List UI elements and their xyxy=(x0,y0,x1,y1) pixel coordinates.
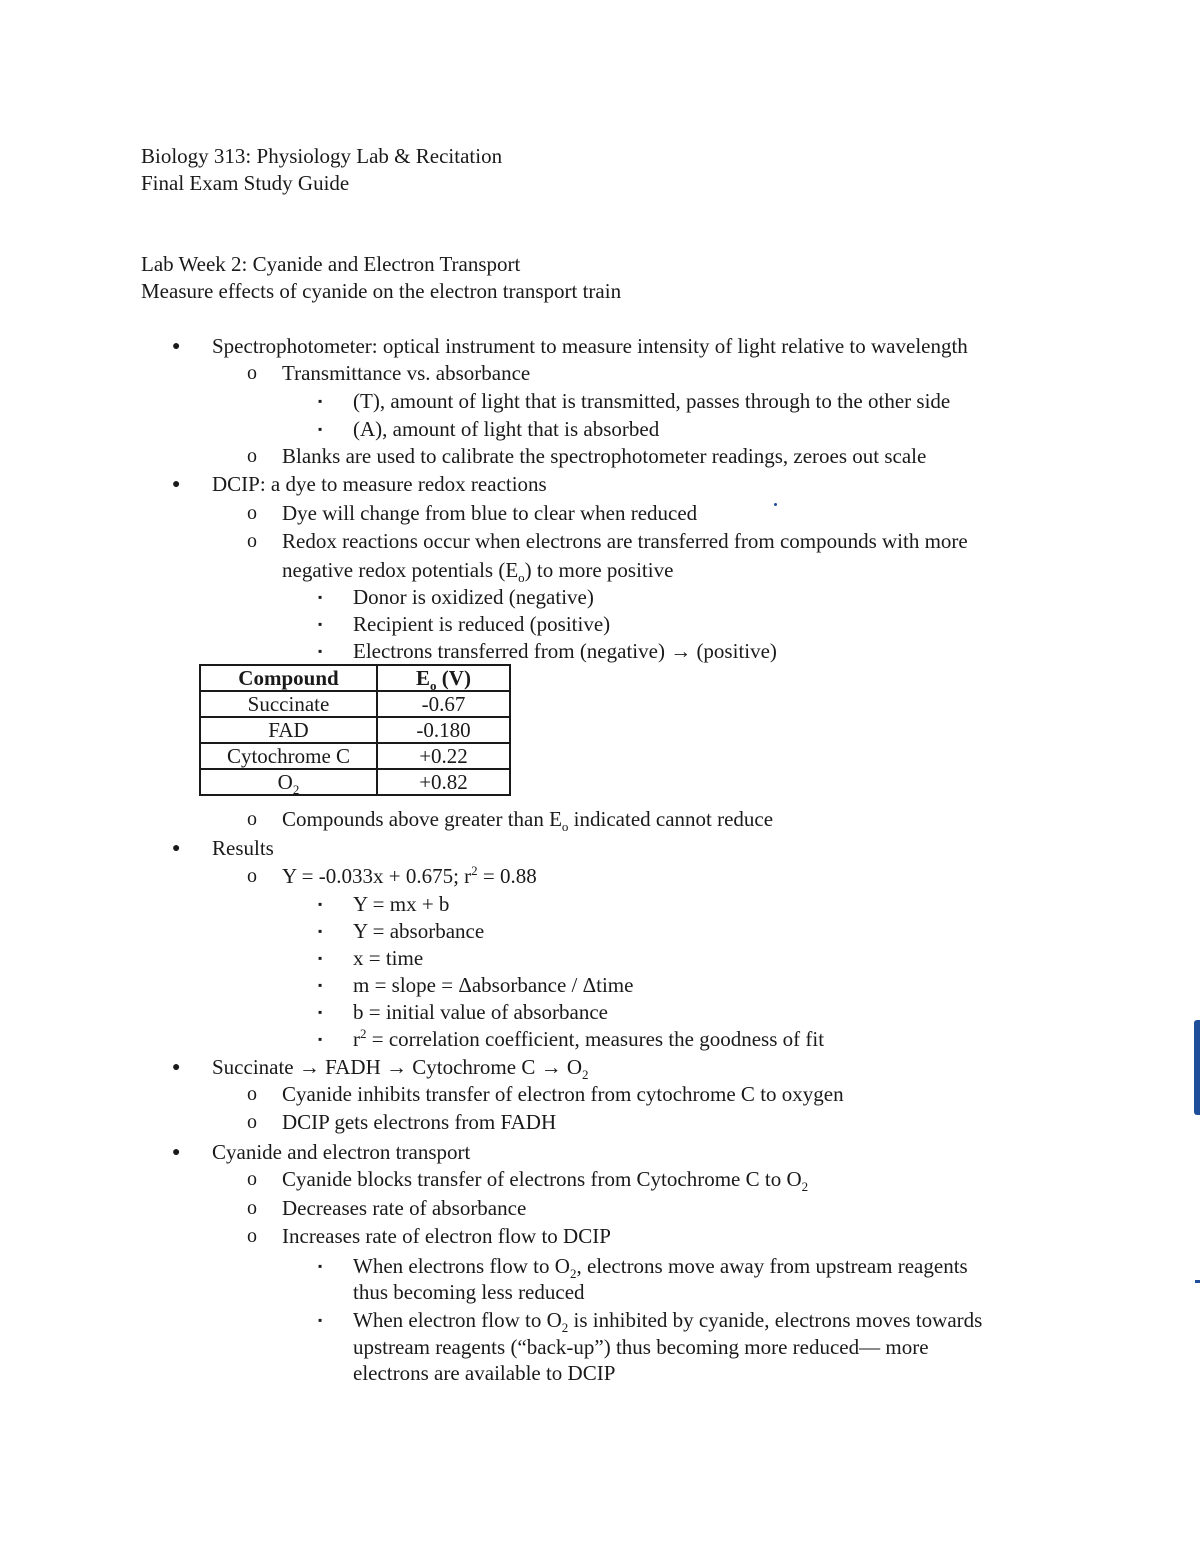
bullet-square-icon: ▪ xyxy=(318,422,323,436)
guide-title: Final Exam Study Guide xyxy=(141,171,350,195)
cyanide-sub3-b-line1: When electron flow to $O_2$ is inhibited by cyanide, electrons moves towards xyxy=(353,1308,983,1336)
bullet-square-icon: ▪ xyxy=(318,1005,323,1019)
bullet-dot-icon: ● xyxy=(172,477,181,492)
dcip-sub2-line1: Redox reactions occur when electrons are transferred from compounds with more xyxy=(282,529,968,553)
bullet-o-icon: o xyxy=(247,808,257,830)
table-cell-compound: FAD xyxy=(200,717,377,743)
table-row xyxy=(200,717,510,743)
bullet-o-icon: o xyxy=(247,1168,257,1190)
bullet-dot-icon: ● xyxy=(172,1145,181,1160)
bullet-square-icon: ▪ xyxy=(318,924,323,938)
bullet-square-icon: ▪ xyxy=(318,1259,323,1273)
spectro-sub1-b: (A), amount of light that is absorbed xyxy=(353,417,660,441)
bullet-square-icon: ▪ xyxy=(318,1032,323,1046)
bullet-dot-icon: ● xyxy=(172,339,181,354)
table-cell-value: +0.82 xyxy=(377,769,510,795)
section-subtitle: Measure effects of cyanide on the electron transport train xyxy=(141,279,622,303)
bullet-square-icon: ▪ xyxy=(318,897,323,911)
dcip-sub2-c: Electrons transferred from (negative) → (positive) xyxy=(353,639,777,663)
bullet-dot-icon: ● xyxy=(172,841,181,856)
bullet-square-icon: ▪ xyxy=(318,394,323,408)
electron-chain: Succinate → FADH → Cytochrome $C \to O_2$ xyxy=(212,1055,589,1083)
dcip-sub1: Dye will change from blue to clear when reduced xyxy=(282,501,698,525)
cyanide-sub2: Decreases rate of absorbance xyxy=(282,1196,527,1220)
spectro-sub1-a: (T), amount of light that is transmitted, passes through to the other side xyxy=(353,389,951,413)
results-item: b = initial value of absorbance xyxy=(353,1000,609,1024)
table-header-compound: Compound xyxy=(200,665,377,691)
results-item: x = time xyxy=(353,946,424,970)
edge-tick-mark xyxy=(1195,1280,1200,1283)
course-title: Biology 313: Physiology Lab & Recitation xyxy=(141,144,503,168)
redox-potential-table xyxy=(199,664,511,796)
table-cell-compound: Succinate xyxy=(200,691,377,717)
results-equation: Y = -0.033x + 0.675; $r^2 = 0.88$ xyxy=(282,863,537,888)
results-item: Y = mx + b xyxy=(353,892,450,916)
edge-bracket-mark xyxy=(1194,1020,1200,1115)
cyanide-sub3: Increases rate of electron flow to DCIP xyxy=(282,1224,611,1248)
arrow-right-icon: → xyxy=(540,1055,562,1079)
results-main: Results xyxy=(212,836,274,860)
bullet-o-icon: o xyxy=(247,1197,257,1219)
cyanide-sub3-a-line1: When electrons flow to $O_2$, electrons move away from upstream reagents xyxy=(353,1254,968,1282)
results-r2: $r^2$ = correlation coefficient, measures the goodness of fit xyxy=(353,1026,825,1051)
after-table-note: Compounds above greater than $E_o$ indicated cannot reduce xyxy=(282,807,774,835)
table-cell-value: -0.180 xyxy=(377,717,510,743)
stray-dot-mark xyxy=(774,503,777,506)
bullet-square-icon: ▪ xyxy=(318,644,323,658)
bullet-o-icon: o xyxy=(247,1225,257,1247)
dcip-main: DCIP: a dye to measure redox reactions xyxy=(212,472,547,496)
dcip-sub2-a: Donor is oxidized (negative) xyxy=(353,585,594,609)
bullet-dot-icon: ● xyxy=(172,1060,181,1075)
table-header-eo: $E_o$ (V) xyxy=(377,665,510,691)
table-cell-value: -0.67 xyxy=(377,691,510,717)
cyanide-main: Cyanide and electron transport xyxy=(212,1140,471,1164)
chain-sub2: DCIP gets electrons from FADH xyxy=(282,1110,557,1134)
bullet-o-icon: o xyxy=(247,1111,257,1133)
dcip-sub2-line2: negative redox potentials $(E_o)$ to more positive xyxy=(282,558,674,586)
results-item: Y = absorbance xyxy=(353,919,485,943)
cyanide-sub3-b-line2: upstream reagents (“back-up”) thus becoming more reduced— more xyxy=(353,1335,929,1359)
bullet-o-icon: o xyxy=(247,445,257,467)
table-cell-compound: Cytochrome C xyxy=(200,743,377,769)
bullet-o-icon: o xyxy=(247,362,257,384)
cyanide-sub3-a-line2: thus becoming less reduced xyxy=(353,1280,585,1304)
spectro-sub1: Transmittance vs. absorbance xyxy=(282,361,531,385)
bullet-square-icon: ▪ xyxy=(318,978,323,992)
cyanide-sub3-b-line3: electrons are available to DCIP xyxy=(353,1361,616,1385)
cyanide-sub1: Cyanide blocks transfer of electrons from Cytochrome C to $O_2$ xyxy=(282,1167,809,1195)
bullet-square-icon: ▪ xyxy=(318,590,323,604)
table-cell-compound: $O_2$ xyxy=(200,769,377,795)
table-row xyxy=(200,769,510,795)
dcip-sub2-b: Recipient is reduced (positive) xyxy=(353,612,611,636)
bullet-square-icon: ▪ xyxy=(318,617,323,631)
arrow-right-icon: → xyxy=(670,639,692,663)
bullet-square-icon: ▪ xyxy=(318,951,323,965)
bullet-square-icon: ▪ xyxy=(318,1313,323,1327)
arrow-right-icon: → xyxy=(298,1055,320,1079)
spectro-main: Spectrophotometer: optical instrument to measure intensity of light relative to wavelength xyxy=(212,334,968,358)
results-item: m = slope = Δabsorbance / Δtime xyxy=(353,973,634,997)
chain-sub1: Cyanide inhibits transfer of electron from cytochrome C to oxygen xyxy=(282,1082,844,1106)
bullet-o-icon: o xyxy=(247,502,257,524)
bullet-o-icon: o xyxy=(247,865,257,887)
bullet-o-icon: o xyxy=(247,530,257,552)
spectro-sub2: Blanks are used to calibrate the spectrophotometer readings, zeroes out scale xyxy=(282,444,927,468)
bullet-o-icon: o xyxy=(247,1083,257,1105)
section-title: Lab Week 2: Cyanide and Electron Transport xyxy=(141,252,521,276)
table-header-row xyxy=(200,665,510,691)
table-row xyxy=(200,743,510,769)
table-cell-value: +0.22 xyxy=(377,743,510,769)
arrow-right-icon: → xyxy=(386,1055,408,1079)
table-row xyxy=(200,691,510,717)
